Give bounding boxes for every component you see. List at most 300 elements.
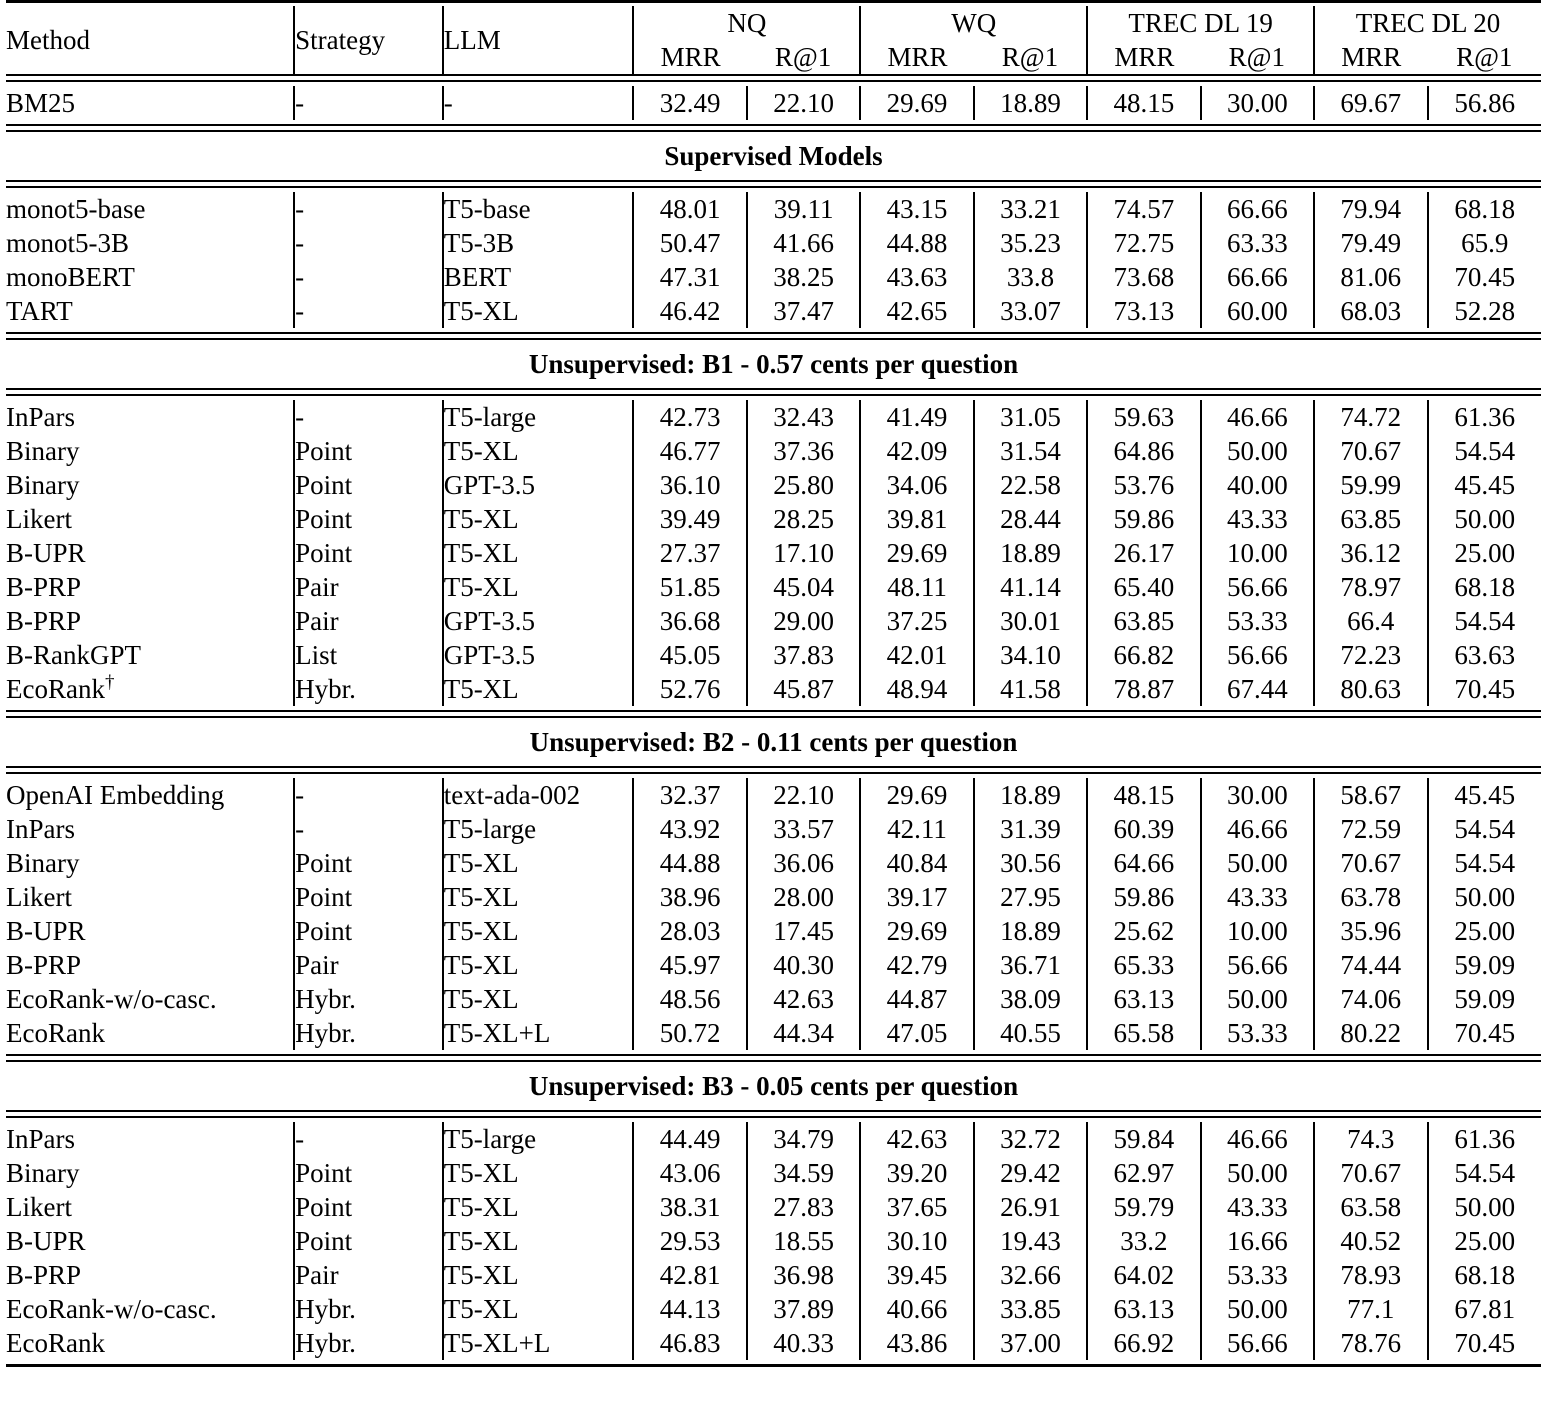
cell-metric-value: 74.44 xyxy=(1314,948,1427,982)
cell-metric-value: 65.40 xyxy=(1087,570,1200,604)
section-title: Unsupervised: B1 - 0.57 cents per question xyxy=(528,349,1019,379)
cell-metric-value: 18.89 xyxy=(974,86,1087,120)
cell-metric-value: 43.86 xyxy=(860,1326,973,1360)
cell-metric-value: 50.72 xyxy=(633,1016,746,1050)
cell-metric-value: 36.10 xyxy=(633,468,746,502)
cell-llm: T5-XL xyxy=(443,1258,634,1292)
cell-llm: - xyxy=(443,86,634,120)
cell-metric-value: 31.39 xyxy=(974,812,1087,846)
cell-metric-value: 72.59 xyxy=(1314,812,1427,846)
cell-metric-value: 44.34 xyxy=(747,1016,860,1050)
cell-metric-value: 30.00 xyxy=(1201,778,1314,812)
cell-method: InPars xyxy=(6,1124,75,1154)
cell-llm: T5-XL xyxy=(443,570,634,604)
cell-metric-value: 43.33 xyxy=(1201,880,1314,914)
cell-metric-value: 22.10 xyxy=(747,778,860,812)
cell-metric-value: 38.96 xyxy=(633,880,746,914)
section-title: Unsupervised: B2 - 0.11 cents per question xyxy=(529,727,1018,757)
cell-metric-value: 52.76 xyxy=(633,672,746,706)
cell-metric-value: 39.81 xyxy=(860,502,973,536)
cell-metric-value: 33.57 xyxy=(747,812,860,846)
table-row xyxy=(6,604,1541,638)
column-header-metric-trec-dl-20-rat1: R@1 xyxy=(1456,42,1513,72)
cell-metric-value: 46.66 xyxy=(1201,1122,1314,1156)
cell-strategy: - xyxy=(294,400,443,434)
cell-metric-value: 64.86 xyxy=(1087,434,1200,468)
cell-metric-value: 80.63 xyxy=(1314,672,1427,706)
column-header-metric-trec-dl-20-mrr: MRR xyxy=(1314,40,1427,75)
cell-metric-value: 42.09 xyxy=(860,434,973,468)
cell-llm: T5-XL xyxy=(443,948,634,982)
cell-metric-value: 39.11 xyxy=(747,192,860,226)
cell-metric-value: 67.44 xyxy=(1201,672,1314,706)
cell-metric-value: 33.07 xyxy=(974,294,1087,328)
cell-metric-value: 63.13 xyxy=(1087,982,1200,1016)
cell-metric-value: 45.04 xyxy=(747,570,860,604)
cell-metric-value: 54.54 xyxy=(1428,604,1542,638)
cell-metric-value: 25.62 xyxy=(1087,914,1200,948)
cell-metric-value: 59.99 xyxy=(1314,468,1427,502)
table-row xyxy=(6,846,1541,880)
cell-metric-value: 32.37 xyxy=(633,778,746,812)
cell-metric-value: 69.67 xyxy=(1314,86,1427,120)
cell-metric-value: 79.49 xyxy=(1314,226,1427,260)
column-header-llm: LLM xyxy=(443,6,634,75)
cell-strategy: - xyxy=(294,812,443,846)
cell-metric-value: 18.55 xyxy=(747,1224,860,1258)
cell-metric-value: 65.33 xyxy=(1087,948,1200,982)
cell-metric-value: 29.69 xyxy=(860,914,973,948)
cell-metric-value: 46.42 xyxy=(633,294,746,328)
table-row xyxy=(6,812,1541,846)
cell-strategy: Point xyxy=(294,1156,443,1190)
cell-metric-value: 63.63 xyxy=(1428,638,1542,672)
cell-method: Binary xyxy=(6,470,80,500)
cell-strategy: Pair xyxy=(294,948,443,982)
cell-llm: BERT xyxy=(443,260,634,294)
cell-metric-value: 43.15 xyxy=(860,192,973,226)
cell-metric-value: 59.86 xyxy=(1087,880,1200,914)
table-row xyxy=(6,468,1541,502)
cell-metric-value: 68.18 xyxy=(1428,1258,1542,1292)
cell-metric-value: 66.82 xyxy=(1087,638,1200,672)
cell-metric-value: 50.00 xyxy=(1428,880,1542,914)
cell-metric-value: 34.06 xyxy=(860,468,973,502)
cell-metric-value: 59.84 xyxy=(1087,1122,1200,1156)
cell-metric-value: 33.21 xyxy=(974,192,1087,226)
cell-metric-value: 42.79 xyxy=(860,948,973,982)
cell-metric-value: 40.30 xyxy=(747,948,860,982)
table-row xyxy=(6,778,1541,812)
column-header-metric-trec-dl-19-mrr: MRR xyxy=(1087,40,1200,75)
cell-metric-value: 56.66 xyxy=(1201,570,1314,604)
cell-metric-value: 40.55 xyxy=(974,1016,1087,1050)
cell-strategy: Hybr. xyxy=(294,1016,443,1050)
cell-llm: T5-XL xyxy=(443,880,634,914)
cell-metric-value: 28.25 xyxy=(747,502,860,536)
cell-metric-value: 41.49 xyxy=(860,400,973,434)
cell-metric-value: 63.58 xyxy=(1314,1190,1427,1224)
cell-metric-value: 48.01 xyxy=(633,192,746,226)
cell-method: B-RankGPT xyxy=(6,640,141,670)
cell-llm: GPT-3.5 xyxy=(443,638,634,672)
cell-metric-value: 29.69 xyxy=(860,86,973,120)
cell-method: EcoRank xyxy=(6,1328,105,1358)
cell-metric-value: 63.33 xyxy=(1201,226,1314,260)
cell-strategy: Point xyxy=(294,468,443,502)
cell-metric-value: 74.06 xyxy=(1314,982,1427,1016)
cell-metric-value: 40.00 xyxy=(1201,468,1314,502)
cell-strategy: Point xyxy=(294,502,443,536)
cell-strategy: List xyxy=(294,638,443,672)
cell-metric-value: 34.10 xyxy=(974,638,1087,672)
cell-method: B-PRP xyxy=(6,1260,82,1290)
cell-metric-value: 26.17 xyxy=(1087,536,1200,570)
cell-metric-value: 17.10 xyxy=(747,536,860,570)
cell-metric-value: 45.87 xyxy=(747,672,860,706)
cell-metric-value: 46.66 xyxy=(1201,812,1314,846)
table-row xyxy=(6,260,1541,294)
cell-method: B-UPR xyxy=(6,916,86,946)
cell-method: monoBERT xyxy=(6,262,135,292)
cell-metric-value: 50.00 xyxy=(1201,1156,1314,1190)
cell-metric-value: 48.15 xyxy=(1087,778,1200,812)
cell-llm: T5-base xyxy=(443,192,634,226)
cell-metric-value: 36.68 xyxy=(633,604,746,638)
cell-strategy: Point xyxy=(294,846,443,880)
cell-strategy: Pair xyxy=(294,604,443,638)
cell-metric-value: 43.33 xyxy=(1201,1190,1314,1224)
cell-metric-value: 22.10 xyxy=(747,86,860,120)
cell-metric-value: 43.06 xyxy=(633,1156,746,1190)
cell-metric-value: 42.01 xyxy=(860,638,973,672)
cell-method: B-PRP xyxy=(6,950,82,980)
section-title: Supervised Models xyxy=(664,141,883,171)
cell-metric-value: 78.76 xyxy=(1314,1326,1427,1360)
cell-metric-value: 48.11 xyxy=(860,570,973,604)
cell-metric-value: 66.66 xyxy=(1201,260,1314,294)
cell-metric-value: 18.89 xyxy=(974,536,1087,570)
cell-strategy: Pair xyxy=(294,570,443,604)
cell-llm: T5-XL xyxy=(443,846,634,880)
cell-llm: GPT-3.5 xyxy=(443,604,634,638)
cell-metric-value: 32.43 xyxy=(747,400,860,434)
cell-metric-value: 40.84 xyxy=(860,846,973,880)
cell-metric-value: 74.72 xyxy=(1314,400,1427,434)
table-row xyxy=(6,434,1541,468)
cell-metric-value: 27.83 xyxy=(747,1190,860,1224)
cell-metric-value: 28.03 xyxy=(633,914,746,948)
cell-metric-value: 46.66 xyxy=(1201,400,1314,434)
cell-method: BM25 xyxy=(6,88,76,118)
cell-metric-value: 61.36 xyxy=(1428,1122,1542,1156)
cell-method: B-PRP xyxy=(6,606,82,636)
cell-metric-value: 70.45 xyxy=(1428,260,1542,294)
cell-llm: T5-XL xyxy=(443,1224,634,1258)
cell-method: Likert xyxy=(6,1192,72,1222)
cell-metric-value: 41.14 xyxy=(974,570,1087,604)
cell-metric-value: 36.12 xyxy=(1314,536,1427,570)
cell-metric-value: 67.81 xyxy=(1428,1292,1542,1326)
cell-metric-value: 28.00 xyxy=(747,880,860,914)
cell-llm: T5-XL xyxy=(443,502,634,536)
cell-metric-value: 43.63 xyxy=(860,260,973,294)
cell-metric-value: 74.3 xyxy=(1314,1122,1427,1156)
cell-metric-value: 65.58 xyxy=(1087,1016,1200,1050)
cell-llm: text-ada-002 xyxy=(443,778,634,812)
cell-metric-value: 47.05 xyxy=(860,1016,973,1050)
column-header-metric-nq-rat1: R@1 xyxy=(774,42,832,72)
cell-metric-value: 42.81 xyxy=(633,1258,746,1292)
cell-metric-value: 62.97 xyxy=(1087,1156,1200,1190)
cell-metric-value: 44.13 xyxy=(633,1292,746,1326)
section-title: Unsupervised: B3 - 0.05 cents per question xyxy=(528,1071,1019,1101)
cell-metric-value: 42.73 xyxy=(633,400,746,434)
table-row xyxy=(6,86,1541,120)
cell-metric-value: 25.80 xyxy=(747,468,860,502)
cell-llm: T5-XL xyxy=(443,672,634,706)
section-header-row xyxy=(6,1061,1541,1111)
table-row xyxy=(6,638,1541,672)
cell-metric-value: 39.45 xyxy=(860,1258,973,1292)
column-header-metric-nq-mrr: MRR xyxy=(633,40,746,75)
cell-metric-value: 68.18 xyxy=(1428,570,1542,604)
column-header-dataset-wq: WQ xyxy=(860,6,1087,40)
cell-method: B-UPR xyxy=(6,1226,86,1256)
cell-strategy: Hybr. xyxy=(294,1292,443,1326)
column-header-method: Method xyxy=(6,25,90,55)
cell-metric-value: 32.72 xyxy=(974,1122,1087,1156)
cell-method: InPars xyxy=(6,402,75,432)
cell-strategy: - xyxy=(294,260,443,294)
cell-llm: T5-XL xyxy=(443,914,634,948)
cell-metric-value: 66.66 xyxy=(1201,192,1314,226)
column-header-metric-trec-dl-19-rat1: R@1 xyxy=(1228,42,1286,72)
cell-metric-value: 44.49 xyxy=(633,1122,746,1156)
cell-strategy: Point xyxy=(294,434,443,468)
cell-strategy: - xyxy=(294,192,443,226)
cell-metric-value: 22.58 xyxy=(974,468,1087,502)
cell-metric-value: 40.33 xyxy=(747,1326,860,1360)
cell-strategy: Pair xyxy=(294,1258,443,1292)
table-row xyxy=(6,536,1541,570)
table-row xyxy=(6,1122,1541,1156)
cell-llm: T5-XL+L xyxy=(443,1016,634,1050)
cell-llm: T5-large xyxy=(443,812,634,846)
cell-metric-value: 41.66 xyxy=(747,226,860,260)
cell-method: Binary xyxy=(6,436,80,466)
cell-metric-value: 56.66 xyxy=(1201,638,1314,672)
table-row xyxy=(6,502,1541,536)
cell-metric-value: 27.95 xyxy=(974,880,1087,914)
section-header-row xyxy=(6,131,1541,181)
cell-metric-value: 66.92 xyxy=(1087,1326,1200,1360)
cell-metric-value: 53.33 xyxy=(1201,604,1314,638)
cell-method: monot5-base xyxy=(6,194,146,224)
cell-metric-value: 51.85 xyxy=(633,570,746,604)
cell-llm: T5-XL xyxy=(443,1156,634,1190)
cell-metric-value: 54.54 xyxy=(1428,812,1542,846)
table-row xyxy=(6,1016,1541,1050)
cell-metric-value: 50.00 xyxy=(1201,434,1314,468)
cell-metric-value: 72.75 xyxy=(1087,226,1200,260)
cell-metric-value: 43.33 xyxy=(1201,502,1314,536)
cell-metric-value: 37.25 xyxy=(860,604,973,638)
cell-metric-value: 32.66 xyxy=(974,1258,1087,1292)
cell-metric-value: 45.05 xyxy=(633,638,746,672)
table-row xyxy=(6,672,1541,706)
cell-metric-value: 50.00 xyxy=(1428,502,1542,536)
cell-metric-value: 48.94 xyxy=(860,672,973,706)
cell-metric-value: 39.49 xyxy=(633,502,746,536)
cell-strategy: - xyxy=(294,226,443,260)
cell-llm: T5-XL xyxy=(443,1190,634,1224)
table-row xyxy=(6,294,1541,328)
cell-strategy: Point xyxy=(294,1190,443,1224)
cell-metric-value: 10.00 xyxy=(1201,914,1314,948)
cell-metric-value: 16.66 xyxy=(1201,1224,1314,1258)
cell-strategy: Hybr. xyxy=(294,1326,443,1360)
cell-metric-value: 81.06 xyxy=(1314,260,1427,294)
cell-llm: T5-XL xyxy=(443,294,634,328)
cell-metric-value: 34.79 xyxy=(747,1122,860,1156)
cell-metric-value: 61.36 xyxy=(1428,400,1542,434)
cell-metric-value: 26.91 xyxy=(974,1190,1087,1224)
cell-metric-value: 73.68 xyxy=(1087,260,1200,294)
cell-metric-value: 79.94 xyxy=(1314,192,1427,226)
column-header-strategy: Strategy xyxy=(294,6,443,75)
column-header-dataset-trec-dl-20: TREC DL 20 xyxy=(1314,6,1541,40)
cell-strategy: - xyxy=(294,778,443,812)
cell-metric-value: 38.25 xyxy=(747,260,860,294)
table-row xyxy=(6,570,1541,604)
cell-method: Binary xyxy=(6,848,80,878)
cell-strategy: - xyxy=(294,86,443,120)
cell-metric-value: 42.11 xyxy=(860,812,973,846)
cell-method: EcoRank-w/o-casc. xyxy=(6,984,217,1014)
cell-metric-value: 29.00 xyxy=(747,604,860,638)
cell-metric-value: 63.85 xyxy=(1087,604,1200,638)
cell-metric-value: 29.42 xyxy=(974,1156,1087,1190)
column-header-metric-wq-rat1: R@1 xyxy=(1001,42,1059,72)
cell-metric-value: 36.06 xyxy=(747,846,860,880)
cell-strategy: - xyxy=(294,1122,443,1156)
cell-metric-value: 44.87 xyxy=(860,982,973,1016)
cell-metric-value: 73.13 xyxy=(1087,294,1200,328)
cell-metric-value: 66.4 xyxy=(1314,604,1427,638)
cell-strategy: Point xyxy=(294,1224,443,1258)
cell-llm: T5-XL xyxy=(443,982,634,1016)
cell-method: B-PRP xyxy=(6,572,82,602)
cell-metric-value: 37.89 xyxy=(747,1292,860,1326)
cell-metric-value: 25.00 xyxy=(1428,536,1542,570)
cell-metric-value: 25.00 xyxy=(1428,914,1542,948)
cell-metric-value: 50.00 xyxy=(1201,846,1314,880)
table-row xyxy=(6,226,1541,260)
cell-metric-value: 56.86 xyxy=(1428,86,1542,120)
cell-method: OpenAI Embedding xyxy=(6,780,225,810)
table-rule xyxy=(6,1366,1541,1371)
cell-metric-value: 36.71 xyxy=(974,948,1087,982)
cell-metric-value: 33.8 xyxy=(974,260,1087,294)
cell-metric-value: 37.47 xyxy=(747,294,860,328)
cell-metric-value: 50.00 xyxy=(1201,982,1314,1016)
cell-metric-value: 44.88 xyxy=(860,226,973,260)
cell-metric-value: 42.63 xyxy=(860,1122,973,1156)
table-row xyxy=(6,1292,1541,1326)
column-header-dataset-nq: NQ xyxy=(633,6,860,40)
cell-metric-value: 78.97 xyxy=(1314,570,1427,604)
cell-metric-value: 78.93 xyxy=(1314,1258,1427,1292)
cell-metric-value: 10.00 xyxy=(1201,536,1314,570)
cell-method: Likert xyxy=(6,882,72,912)
cell-llm: T5-large xyxy=(443,400,634,434)
cell-metric-value: 50.00 xyxy=(1201,1292,1314,1326)
cell-metric-value: 56.66 xyxy=(1201,948,1314,982)
cell-metric-value: 37.83 xyxy=(747,638,860,672)
cell-metric-value: 39.17 xyxy=(860,880,973,914)
cell-metric-value: 59.86 xyxy=(1087,502,1200,536)
cell-metric-value: 42.63 xyxy=(747,982,860,1016)
cell-metric-value: 37.36 xyxy=(747,434,860,468)
table-header-dataset-row xyxy=(6,6,1541,40)
table-row xyxy=(6,1224,1541,1258)
column-header-dataset-trec-dl-19: TREC DL 19 xyxy=(1087,6,1314,40)
cell-metric-value: 41.58 xyxy=(974,672,1087,706)
cell-metric-value: 46.83 xyxy=(633,1326,746,1360)
cell-metric-value: 63.85 xyxy=(1314,502,1427,536)
cell-metric-value: 25.00 xyxy=(1428,1224,1542,1258)
benchmark-results-table xyxy=(6,0,1541,1370)
cell-metric-value: 68.03 xyxy=(1314,294,1427,328)
cell-metric-value: 28.44 xyxy=(974,502,1087,536)
cell-metric-value: 65.9 xyxy=(1428,226,1542,260)
cell-metric-value: 59.63 xyxy=(1087,400,1200,434)
cell-metric-value: 63.78 xyxy=(1314,880,1427,914)
cell-metric-value: 31.54 xyxy=(974,434,1087,468)
table-row xyxy=(6,1258,1541,1292)
cell-metric-value: 80.22 xyxy=(1314,1016,1427,1050)
cell-metric-value: 54.54 xyxy=(1428,846,1542,880)
cell-llm: T5-XL xyxy=(443,536,634,570)
cell-method: EcoRank xyxy=(6,1018,105,1048)
table-row xyxy=(6,880,1541,914)
cell-metric-value: 70.67 xyxy=(1314,846,1427,880)
cell-metric-value: 38.09 xyxy=(974,982,1087,1016)
cell-metric-value: 53.33 xyxy=(1201,1258,1314,1292)
cell-llm: T5-3B xyxy=(443,226,634,260)
cell-strategy: Point xyxy=(294,880,443,914)
cell-metric-value: 45.45 xyxy=(1428,468,1542,502)
cell-metric-value: 54.54 xyxy=(1428,1156,1542,1190)
table-row xyxy=(6,948,1541,982)
cell-metric-value: 37.65 xyxy=(860,1190,973,1224)
table-row xyxy=(6,1156,1541,1190)
cell-metric-value: 48.56 xyxy=(633,982,746,1016)
cell-metric-value: 59.79 xyxy=(1087,1190,1200,1224)
cell-metric-value: 30.01 xyxy=(974,604,1087,638)
cell-metric-value: 48.15 xyxy=(1087,86,1200,120)
cell-metric-value: 68.18 xyxy=(1428,192,1542,226)
cell-metric-value: 64.66 xyxy=(1087,846,1200,880)
table-row xyxy=(6,982,1541,1016)
cell-metric-value: 52.28 xyxy=(1428,294,1542,328)
section-header-row xyxy=(6,717,1541,767)
cell-metric-value: 70.45 xyxy=(1428,672,1542,706)
cell-metric-value: 58.67 xyxy=(1314,778,1427,812)
cell-method: TART xyxy=(6,296,73,326)
cell-metric-value: 18.89 xyxy=(974,914,1087,948)
